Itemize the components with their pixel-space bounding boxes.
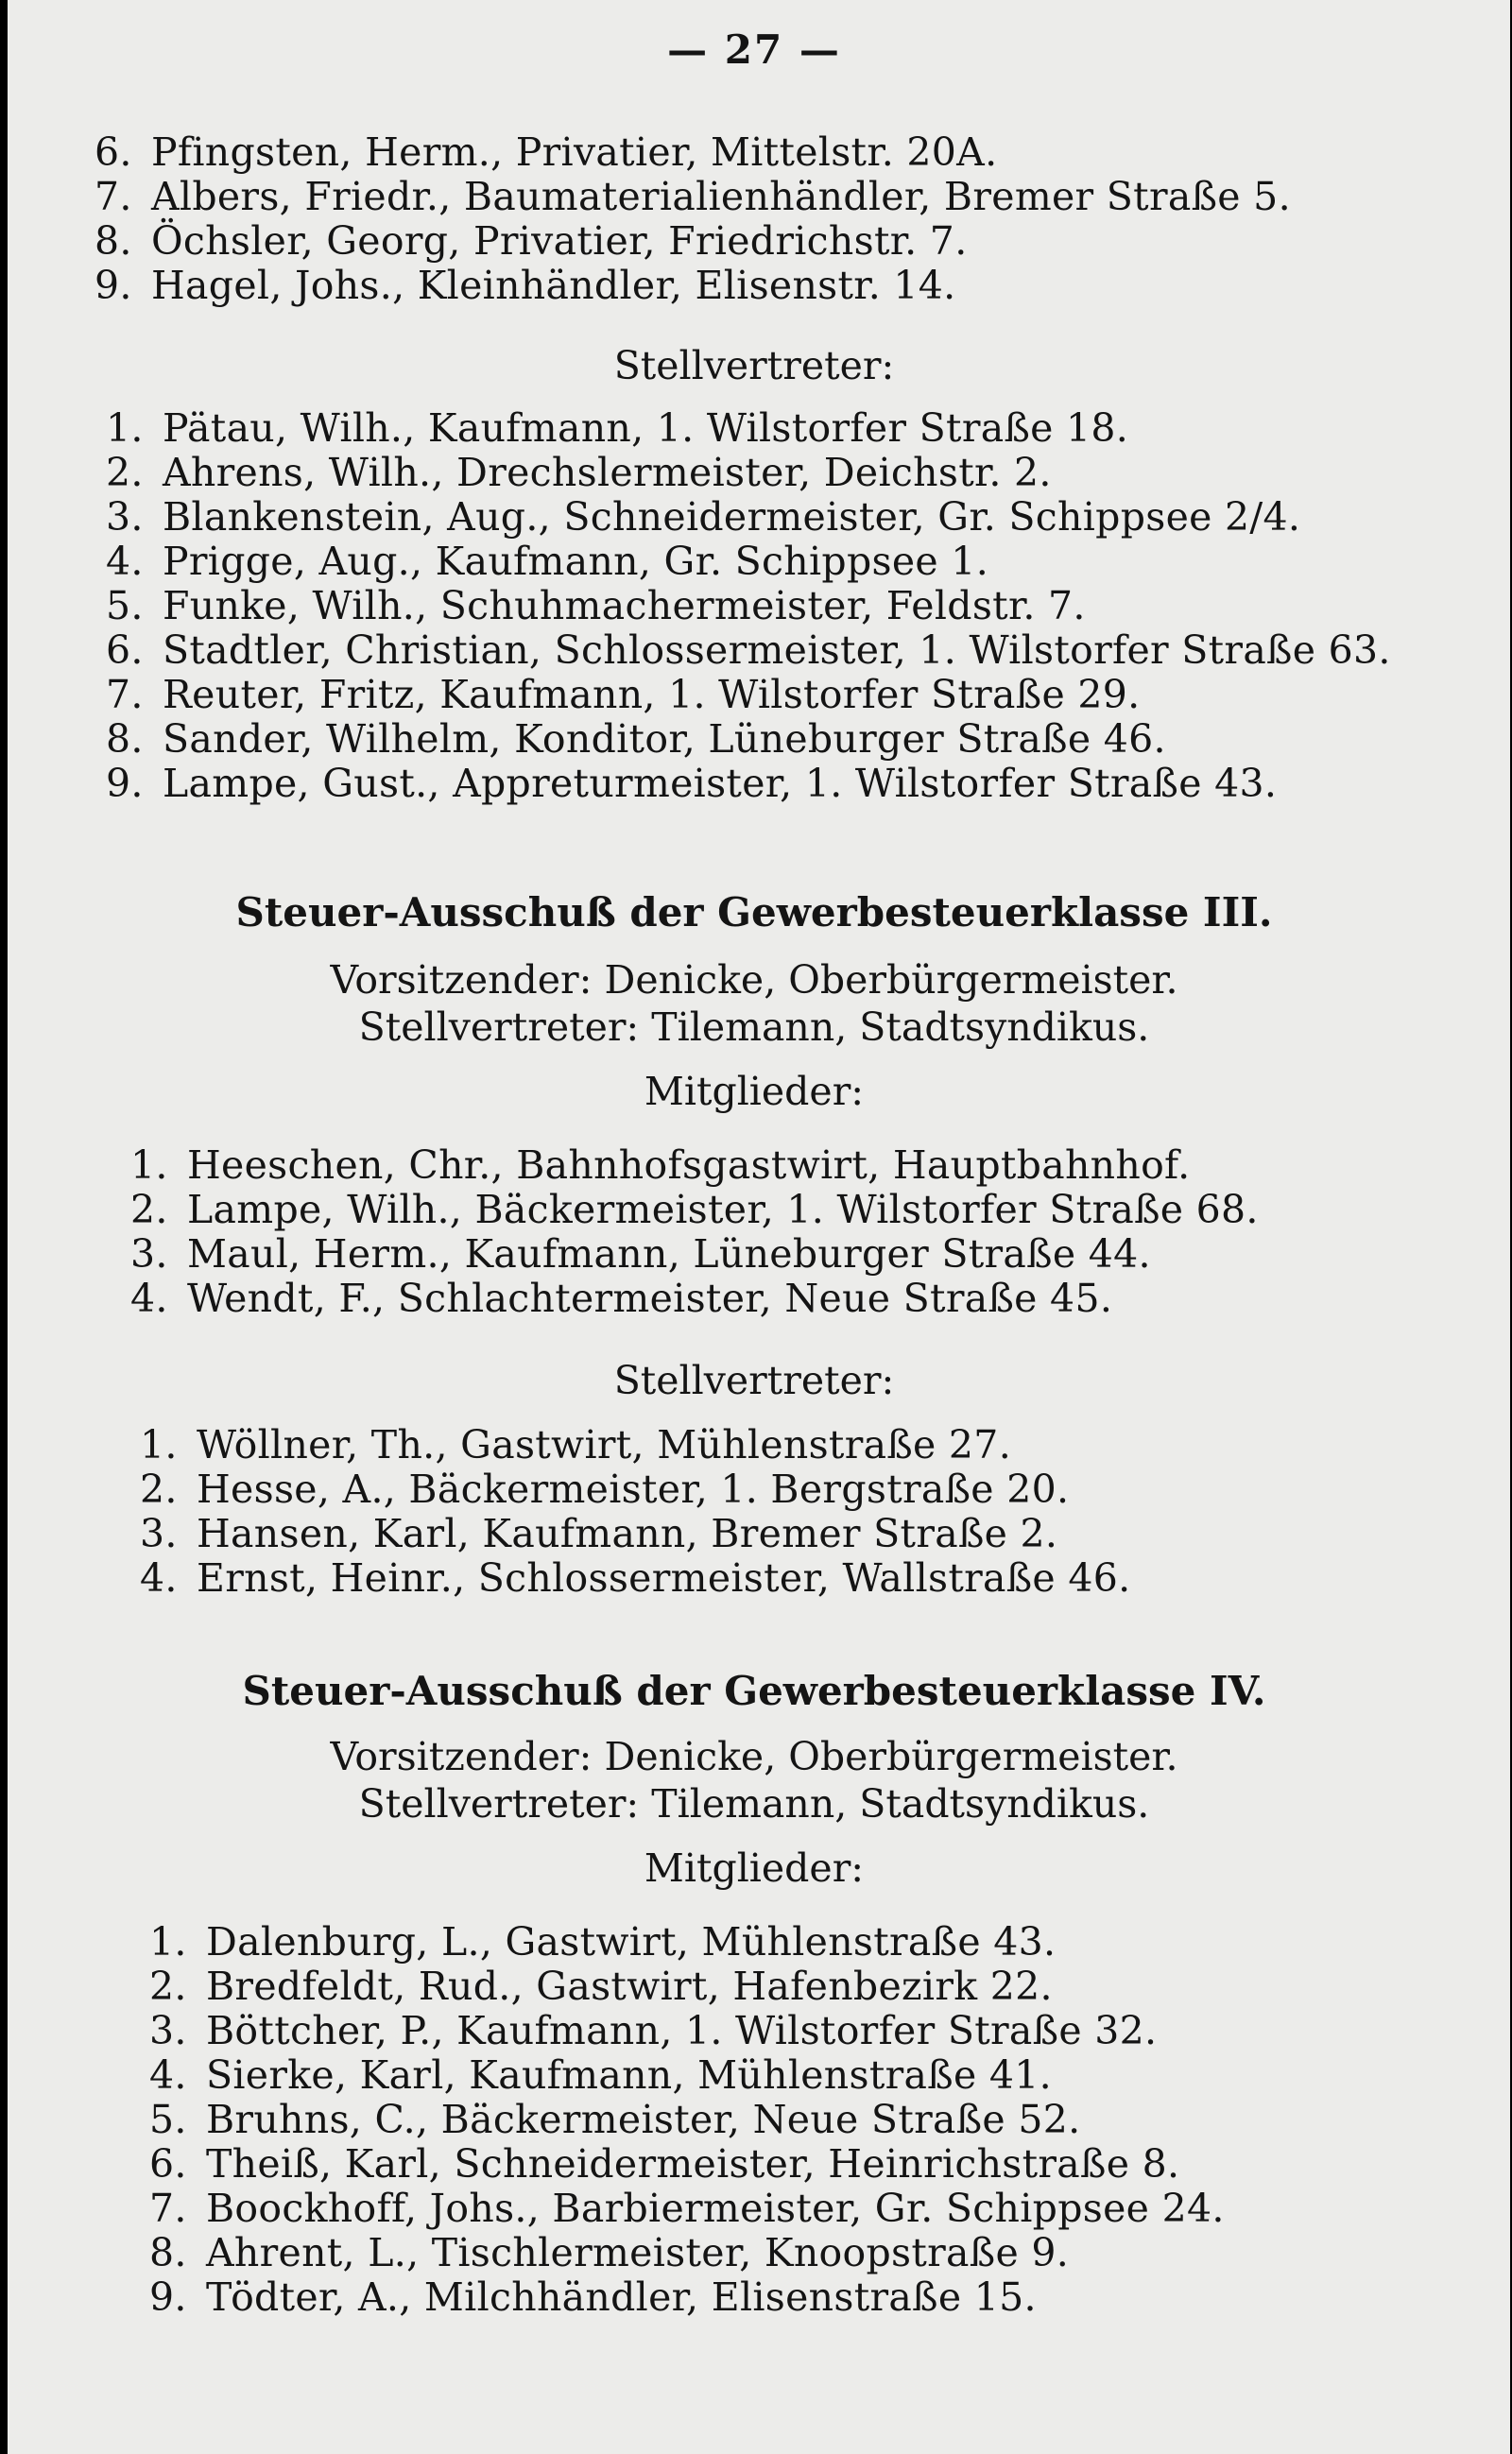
item-text: Bruhns, C., Bäckermeister, Neue Straße 52. <box>206 2097 1081 2142</box>
deputies-label: Stellvertreter: <box>613 1358 895 1403</box>
item-number: 8. <box>149 2230 187 2275</box>
item-text: Ahrens, Wilh., Drechslermeister, Deichstr. 2. <box>163 450 1052 495</box>
item-number: 1. <box>130 1142 168 1188</box>
item-text: Pätau, Wilh., Kaufmann, 1. Wilstorfer Straße 18. <box>163 405 1129 451</box>
list-item <box>106 582 1086 629</box>
item-text: Lampe, Wilh., Bäckermeister, 1. Wilstorfer Straße 68. <box>187 1187 1259 1232</box>
list-item <box>149 2229 1069 2276</box>
item-number: 2. <box>106 450 144 495</box>
item-number: 4. <box>130 1276 168 1321</box>
list-item <box>94 173 1291 220</box>
item-number: 9. <box>94 263 132 308</box>
item-text: Prigge, Aug., Kaufmann, Gr. Schippsee 1. <box>163 539 989 584</box>
list-item <box>106 538 988 585</box>
list-item <box>140 1510 1057 1557</box>
item-text: Sander, Wilhelm, Konditor, Lüneburger Straße 46. <box>163 716 1166 762</box>
item-number: 9. <box>106 761 144 806</box>
item-number: 3. <box>140 1511 178 1556</box>
section-heading: Steuer-Ausschuß der Gewerbesteuerklasse III. <box>235 889 1273 935</box>
deputy-chair-line: Stellvertreter: Tilemann, Stadtsyndikus. <box>358 1781 1150 1827</box>
item-text: Tödter, A., Milchhändler, Elisenstraße 15. <box>206 2274 1037 2320</box>
members-label: Mitglieder: <box>644 1845 865 1891</box>
item-text: Maul, Herm., Kaufmann, Lüneburger Straße 44. <box>187 1231 1151 1277</box>
item-number: 6. <box>149 2141 187 2187</box>
list-item <box>106 626 1391 674</box>
members-label: Mitglieder: <box>644 1069 865 1114</box>
item-text: Dalenburg, L., Gastwirt, Mühlenstraße 43. <box>206 1919 1057 1965</box>
item-number: 4. <box>149 2052 187 2098</box>
item-number: 8. <box>106 716 144 762</box>
item-text: Böttcher, P., Kaufmann, 1. Wilstorfer Straße 32. <box>206 2008 1158 2053</box>
item-text: Boockhoff, Johs., Barbiermeister, Gr. Schippsee 24. <box>206 2186 1225 2231</box>
item-number: 1. <box>106 405 144 451</box>
list-item <box>149 2096 1080 2143</box>
list-item <box>106 404 1128 452</box>
item-text: Stadtler, Christian, Schlossermeister, 1. Wilstorfer Straße 63. <box>163 627 1391 673</box>
item-number: 7. <box>94 174 132 219</box>
list-item <box>140 1554 1130 1602</box>
item-text: Funke, Wilh., Schuhmachermeister, Feldstr. 7. <box>163 583 1086 628</box>
list-item <box>149 2051 1052 2099</box>
item-number: 6. <box>106 627 144 673</box>
list-item <box>94 262 955 309</box>
item-number: 7. <box>106 672 144 717</box>
page-number: — 27 — <box>667 26 841 73</box>
list-item <box>149 2007 1157 2054</box>
item-number: 5. <box>106 583 144 628</box>
item-number: 3. <box>106 494 144 540</box>
list-item <box>106 493 1300 541</box>
deputy-chair-line: Stellvertreter: Tilemann, Stadtsyndikus. <box>358 1004 1150 1050</box>
item-text: Hesse, A., Bäckermeister, 1. Bergstraße 20. <box>197 1467 1070 1512</box>
item-number: 8. <box>94 218 132 264</box>
item-number: 4. <box>140 1555 178 1601</box>
item-number: 2. <box>130 1187 168 1232</box>
list-item <box>130 1275 1112 1322</box>
item-text: Wöllner, Th., Gastwirt, Mühlenstraße 27. <box>197 1422 1012 1467</box>
item-text: Bredfeldt, Rud., Gastwirt, Hafenbezirk 22. <box>206 1964 1053 2009</box>
item-text: Hagel, Johs., Kleinhändler, Elisenstr. 14. <box>151 263 956 308</box>
list-item <box>130 1230 1151 1278</box>
list-item <box>94 129 997 176</box>
item-number: 3. <box>149 2008 187 2053</box>
list-item <box>106 449 1052 496</box>
list-item <box>106 671 1140 718</box>
list-item <box>130 1186 1259 1233</box>
list-item <box>149 2274 1037 2321</box>
list-item <box>106 760 1277 807</box>
list-item <box>149 1963 1053 2010</box>
item-text: Albers, Friedr., Baumaterialienhändler, Bremer Straße 5. <box>151 174 1291 219</box>
item-number: 6. <box>94 129 132 175</box>
item-number: 4. <box>106 539 144 584</box>
item-number: 9. <box>149 2274 187 2320</box>
deputies-label: Stellvertreter: <box>613 343 895 388</box>
item-text: Sierke, Karl, Kaufmann, Mühlenstraße 41. <box>206 2052 1052 2098</box>
list-item <box>149 2185 1225 2232</box>
item-text: Blankenstein, Aug., Schneidermeister, Gr. Schippsee 2/4. <box>163 494 1301 540</box>
item-text: Lampe, Gust., Appreturmeister, 1. Wilstorfer Straße 43. <box>163 761 1278 806</box>
item-text: Hansen, Karl, Kaufmann, Bremer Straße 2. <box>197 1511 1058 1556</box>
item-text: Ahrent, L., Tischlermeister, Knoopstraße 9. <box>206 2230 1070 2275</box>
item-number: 2. <box>149 1964 187 2009</box>
item-text: Wendt, F., Schlachtermeister, Neue Straße 45. <box>187 1276 1113 1321</box>
item-number: 3. <box>130 1231 168 1277</box>
item-number: 7. <box>149 2186 187 2231</box>
section-heading: Steuer-Ausschuß der Gewerbesteuerklasse IV. <box>242 1668 1266 1714</box>
list-item <box>140 1466 1069 1513</box>
list-item <box>149 2140 1179 2188</box>
item-text: Heeschen, Chr., Bahnhofsgastwirt, Hauptbahnhof. <box>187 1142 1191 1188</box>
item-text: Reuter, Fritz, Kaufmann, 1. Wilstorfer Straße 29. <box>163 672 1141 717</box>
list-item <box>149 1918 1056 1965</box>
document-page <box>8 0 1510 2454</box>
item-text: Ernst, Heinr., Schlossermeister, Wallstraße 46. <box>197 1555 1131 1601</box>
item-number: 2. <box>140 1467 178 1512</box>
item-text: Theiß, Karl, Schneidermeister, Heinrichstraße 8. <box>206 2141 1180 2187</box>
item-number: 5. <box>149 2097 187 2142</box>
list-item <box>94 217 968 265</box>
item-text: Öchsler, Georg, Privatier, Friedrichstr. 7. <box>151 218 968 264</box>
item-number: 1. <box>140 1422 178 1467</box>
list-item <box>106 715 1166 763</box>
chair-line: Vorsitzender: Denicke, Oberbürgermeister. <box>330 957 1178 1003</box>
chair-line: Vorsitzender: Denicke, Oberbürgermeister. <box>330 1734 1178 1779</box>
list-item <box>130 1141 1190 1189</box>
list-item <box>140 1421 1011 1468</box>
item-number: 1. <box>149 1919 187 1965</box>
item-text: Pfingsten, Herm., Privatier, Mittelstr. 20A. <box>151 129 998 175</box>
